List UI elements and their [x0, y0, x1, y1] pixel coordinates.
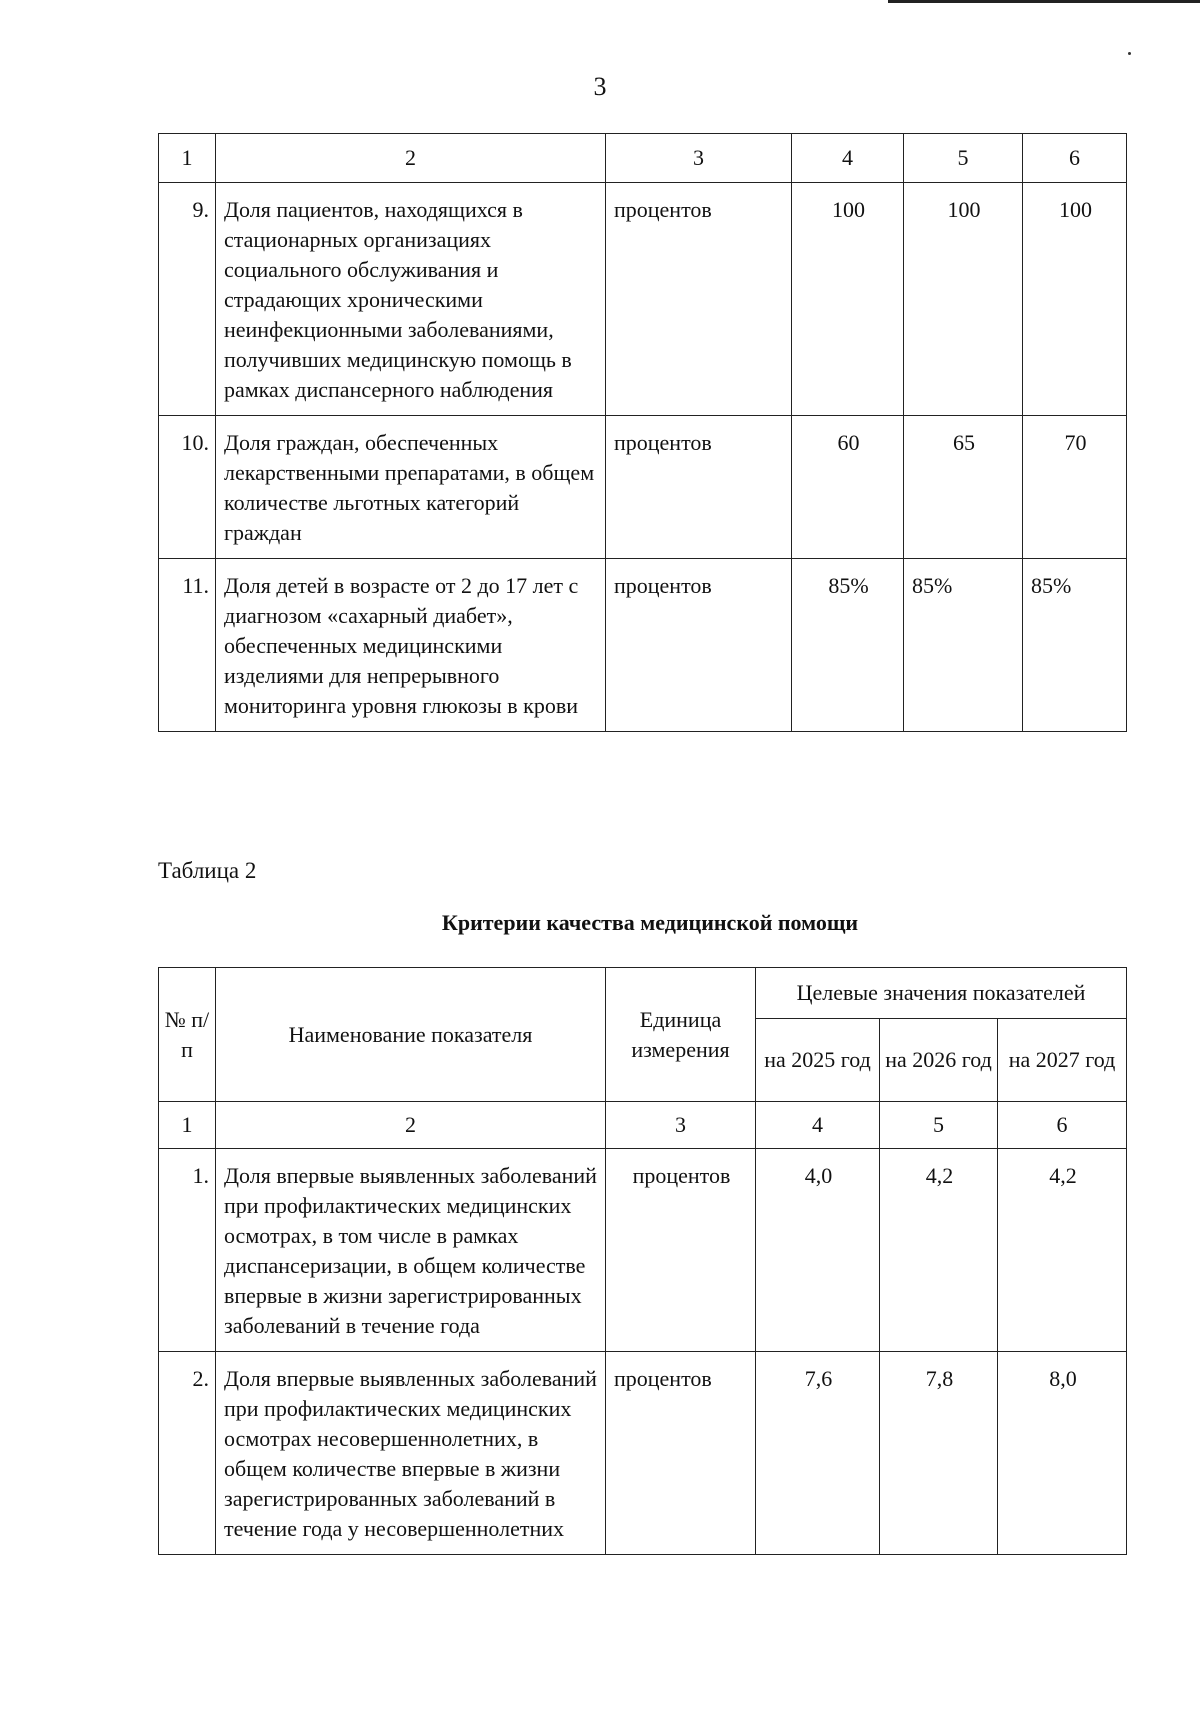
value-2025: 85% — [792, 559, 904, 732]
row-number: 9. — [159, 183, 216, 416]
row-number: 2. — [159, 1352, 216, 1555]
col-number-cell: 1 — [159, 134, 216, 183]
row-number: 11. — [159, 559, 216, 732]
col-number-cell: 3 — [606, 134, 792, 183]
col-number-cell: 3 — [606, 1102, 756, 1149]
value-2027: 85% — [1023, 559, 1127, 732]
col-header-unit: Единица измерения — [606, 968, 756, 1102]
col-header-number: № п/п — [159, 968, 216, 1102]
table-row — [159, 559, 1127, 732]
col-number-cell: 2 — [216, 1102, 606, 1149]
value-2025: 7,6 — [756, 1352, 880, 1555]
unit-cell: процентов — [606, 1149, 756, 1352]
indicators-table-continued — [158, 133, 1127, 732]
unit-cell: процентов — [606, 1352, 756, 1555]
value-2026: 65 — [904, 416, 1023, 559]
col-number-cell: 2 — [216, 134, 606, 183]
value-2025: 60 — [792, 416, 904, 559]
table-row — [159, 416, 1127, 559]
table-title: Критерии качества медицинской помощи — [441, 910, 859, 935]
col-number-cell: 4 — [792, 134, 904, 183]
page-number: 3 — [593, 72, 607, 101]
col-number-cell: 5 — [880, 1102, 998, 1149]
value-2026: 4,2 — [880, 1149, 998, 1352]
column-number-row — [159, 134, 1127, 183]
col-number-cell: 6 — [998, 1102, 1127, 1149]
quality-criteria-table — [158, 967, 1127, 1555]
col-header-2026: на 2026 год — [880, 1019, 998, 1102]
col-number-cell: 6 — [1023, 134, 1127, 183]
value-2027: 100 — [1023, 183, 1127, 416]
indicator-name: Доля граждан, обеспеченных лекарственными препаратами, в общем количестве льготных категорий граждан — [216, 416, 606, 559]
table-label: Таблица 2 — [158, 858, 257, 883]
col-number-cell: 4 — [756, 1102, 880, 1149]
value-2025: 4,0 — [756, 1149, 880, 1352]
col-number-cell: 1 — [159, 1102, 216, 1149]
unit-cell: процентов — [606, 559, 792, 732]
row-number: 1. — [159, 1149, 216, 1352]
value-2027: 8,0 — [998, 1352, 1127, 1555]
value-2026: 7,8 — [880, 1352, 998, 1555]
col-header-name: Наименование показателя — [216, 968, 606, 1102]
value-2027: 70 — [1023, 416, 1127, 559]
unit-cell: процентов — [606, 183, 792, 416]
value-2027: 4,2 — [998, 1149, 1127, 1352]
table-row — [159, 1149, 1127, 1352]
row-number: 10. — [159, 416, 216, 559]
col-header-2027: на 2027 год — [998, 1019, 1127, 1102]
value-2026: 85% — [904, 559, 1023, 732]
indicator-name: Доля впервые выявленных заболеваний при профилактических медицинских осмотрах несовершеннолетних, в общем количестве впервые в жизни зарегистрированных заболеваний в течение года у несовершеннолетних — [216, 1352, 606, 1555]
value-2025: 100 — [792, 183, 904, 416]
indicator-name: Доля впервые выявленных заболеваний при профилактических медицинских осмотрах, в том числе в рамках диспансеризации, в общем количестве впервые в жизни зарегистрированных заболеваний в течение года — [216, 1149, 606, 1352]
value-2026: 100 — [904, 183, 1023, 416]
col-header-target-group: Целевые значения показателей — [756, 968, 1127, 1019]
indicator-name: Доля детей в возрасте от 2 до 17 лет с диагнозом «сахарный диабет», обеспеченных медицинскими изделиями для непрерывного мониторинга уровня глюкозы в крови — [216, 559, 606, 732]
unit-cell: процентов — [606, 416, 792, 559]
indicator-name: Доля пациентов, находящихся в стационарных организациях социального обслуживания и страдающих хроническими неинфекционными заболеваниями, получивших медицинскую помощь в рамках диспансерного наблюдения — [216, 183, 606, 416]
header-row — [159, 968, 1127, 1019]
scan-speck — [1128, 52, 1131, 55]
table-row — [159, 183, 1127, 416]
column-number-row — [159, 1102, 1127, 1149]
col-header-2025: на 2025 год — [756, 1019, 880, 1102]
table-row — [159, 1352, 1127, 1555]
col-number-cell: 5 — [904, 134, 1023, 183]
top-edge-rule — [888, 0, 1200, 3]
